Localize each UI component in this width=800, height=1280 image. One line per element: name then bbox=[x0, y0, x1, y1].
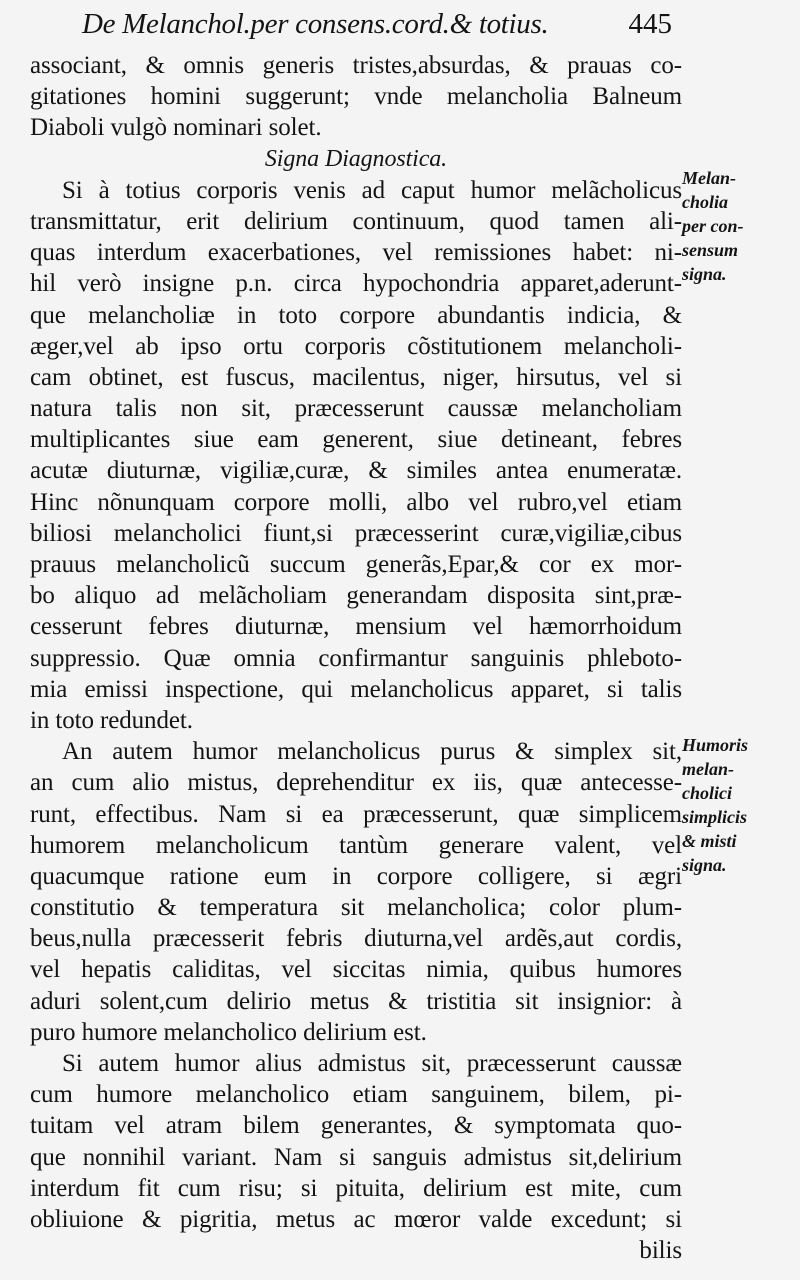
text-line: obliuione & pigritia, metus ac mœror valde excedunt; si bbox=[30, 1205, 682, 1233]
page-number: 445 bbox=[628, 8, 672, 40]
margin-note-line: & misti bbox=[682, 831, 737, 851]
text-line: runt, effectibus. Nam si ea præcesserunt, quæ simplicem bbox=[30, 800, 682, 828]
margin-note-line: simplicis bbox=[682, 807, 748, 827]
margin-note-line: cholici bbox=[682, 783, 732, 803]
margin-note-line: Melan- bbox=[682, 168, 736, 188]
text-line: multiplicantes siue eam generent, siue detineant, febres bbox=[30, 426, 682, 454]
text-line: bilis bbox=[639, 1237, 682, 1265]
text-line: An autem humor melancholicus purus & simplex sit, bbox=[62, 738, 682, 766]
text-line: Hinc nõnunquam corpore molli, albo vel rubro,vel etiam bbox=[30, 488, 682, 516]
margin-note-line: per con- bbox=[682, 216, 744, 236]
text-line: cam obtinet, est fuscus, macilentus, niger, hirsutus, vel si bbox=[30, 363, 682, 391]
margin-note-line: melan- bbox=[682, 759, 734, 779]
main-text bbox=[30, 50, 682, 1266]
margin-note-line: signa. bbox=[682, 264, 727, 284]
margin-note-humoris-signa bbox=[682, 733, 798, 877]
text-line: aduri solent,cum delirio metus & tristitia sit insignior: à bbox=[30, 987, 682, 1015]
text-line: Si à totius corporis venis ad caput humor melãcholicus bbox=[62, 176, 682, 204]
text-line: cum humore melancholico etiam sanguinem, bilem, pi- bbox=[30, 1081, 682, 1109]
text-line: puro humore melancholico delirium est. bbox=[30, 1018, 427, 1046]
page-header bbox=[82, 6, 672, 50]
running-head: De Melanchol.per consens.cord.& totius. bbox=[82, 8, 549, 40]
text-line: biliosi melancholici fiunt,si præcesserint curæ,vigiliæ,cibus bbox=[30, 519, 682, 547]
margin-note-line: sensum bbox=[682, 240, 739, 260]
text-line: cesserunt febres diuturnæ, mensium vel hæmorrhoidum bbox=[30, 613, 682, 641]
text-line: Diaboli vulgò nominari solet. bbox=[30, 114, 322, 142]
text-line: hil verò insigne p.n. circa hypochondria apparet,aderunt- bbox=[30, 270, 682, 298]
text-line: mia emissi inspectione, qui melancholicus apparet, si talis bbox=[30, 675, 682, 703]
text-line: Si autem humor alius admistus sit, præcesserunt caussæ bbox=[62, 1050, 682, 1077]
text-line: interdum fit cum risu; si pituita, delirium est mite, cum bbox=[30, 1174, 682, 1202]
text-line: gitationes homini suggerunt; vnde melancholia Balneum bbox=[30, 83, 682, 111]
margin-note-line: Humoris bbox=[682, 735, 749, 755]
margin-note-line: signa. bbox=[682, 855, 727, 875]
text-line: vel hepatis caliditas, vel siccitas nimia, quibus humores bbox=[30, 956, 682, 984]
text-line: quacumque ratione eum in corpore colligere, si ægri bbox=[30, 862, 682, 890]
text-line: que nonnihil variant. Nam si sanguis admistus sit,delirium bbox=[30, 1143, 682, 1171]
text-line: associant, & omnis generis tristes,absurdas, & prauas co- bbox=[30, 52, 682, 79]
text-line: humorem melancholicum tantùm generare valent, vel bbox=[30, 831, 682, 859]
text-line: bo aliquo ad melãcholiam generandam disposita sint,præ- bbox=[30, 582, 682, 610]
text-line: suppressio. Quæ omnia confirmantur sanguinis phleboto- bbox=[30, 644, 682, 672]
text-line: natura talis non sit, præcesserunt caussæ melancholiam bbox=[30, 395, 682, 423]
margin-note-line: cholia bbox=[682, 192, 729, 212]
text-line: an cum alio mistus, deprehenditur ex iis, quæ antecesse- bbox=[30, 769, 682, 797]
text-line: que melancholiæ in toto corpore abundantis indicia, & bbox=[30, 301, 682, 329]
text-line: quas interdum exacerbationes, vel remissiones habet: ni- bbox=[30, 239, 682, 267]
text-line: prauus melancholicũ succum generãs,Epar,& cor ex mor- bbox=[30, 551, 682, 578]
text-line: constitutio & temperatura sit melancholica; color plum- bbox=[30, 894, 682, 922]
text-line: æger,vel ab ipso ortu corporis cõstitutionem melancholi- bbox=[30, 332, 682, 360]
text-line: acutæ diuturnæ, vigiliæ,curæ, & similes antea enumeratæ. bbox=[30, 457, 682, 485]
text-line: transmittatur, erit delirium continuum, quod tamen ali- bbox=[30, 207, 682, 235]
text-line: tuitam vel atram bilem generantes, & symptomata quo- bbox=[30, 1112, 682, 1140]
section-heading: Signa Diagnostica. bbox=[264, 145, 448, 172]
margin-note-melancholia-signa bbox=[682, 166, 798, 286]
text-line: in toto redundet. bbox=[30, 706, 193, 734]
text-line: beus,nulla præcesserit febris diuturna,vel ardẽs,aut cordis, bbox=[30, 925, 682, 953]
